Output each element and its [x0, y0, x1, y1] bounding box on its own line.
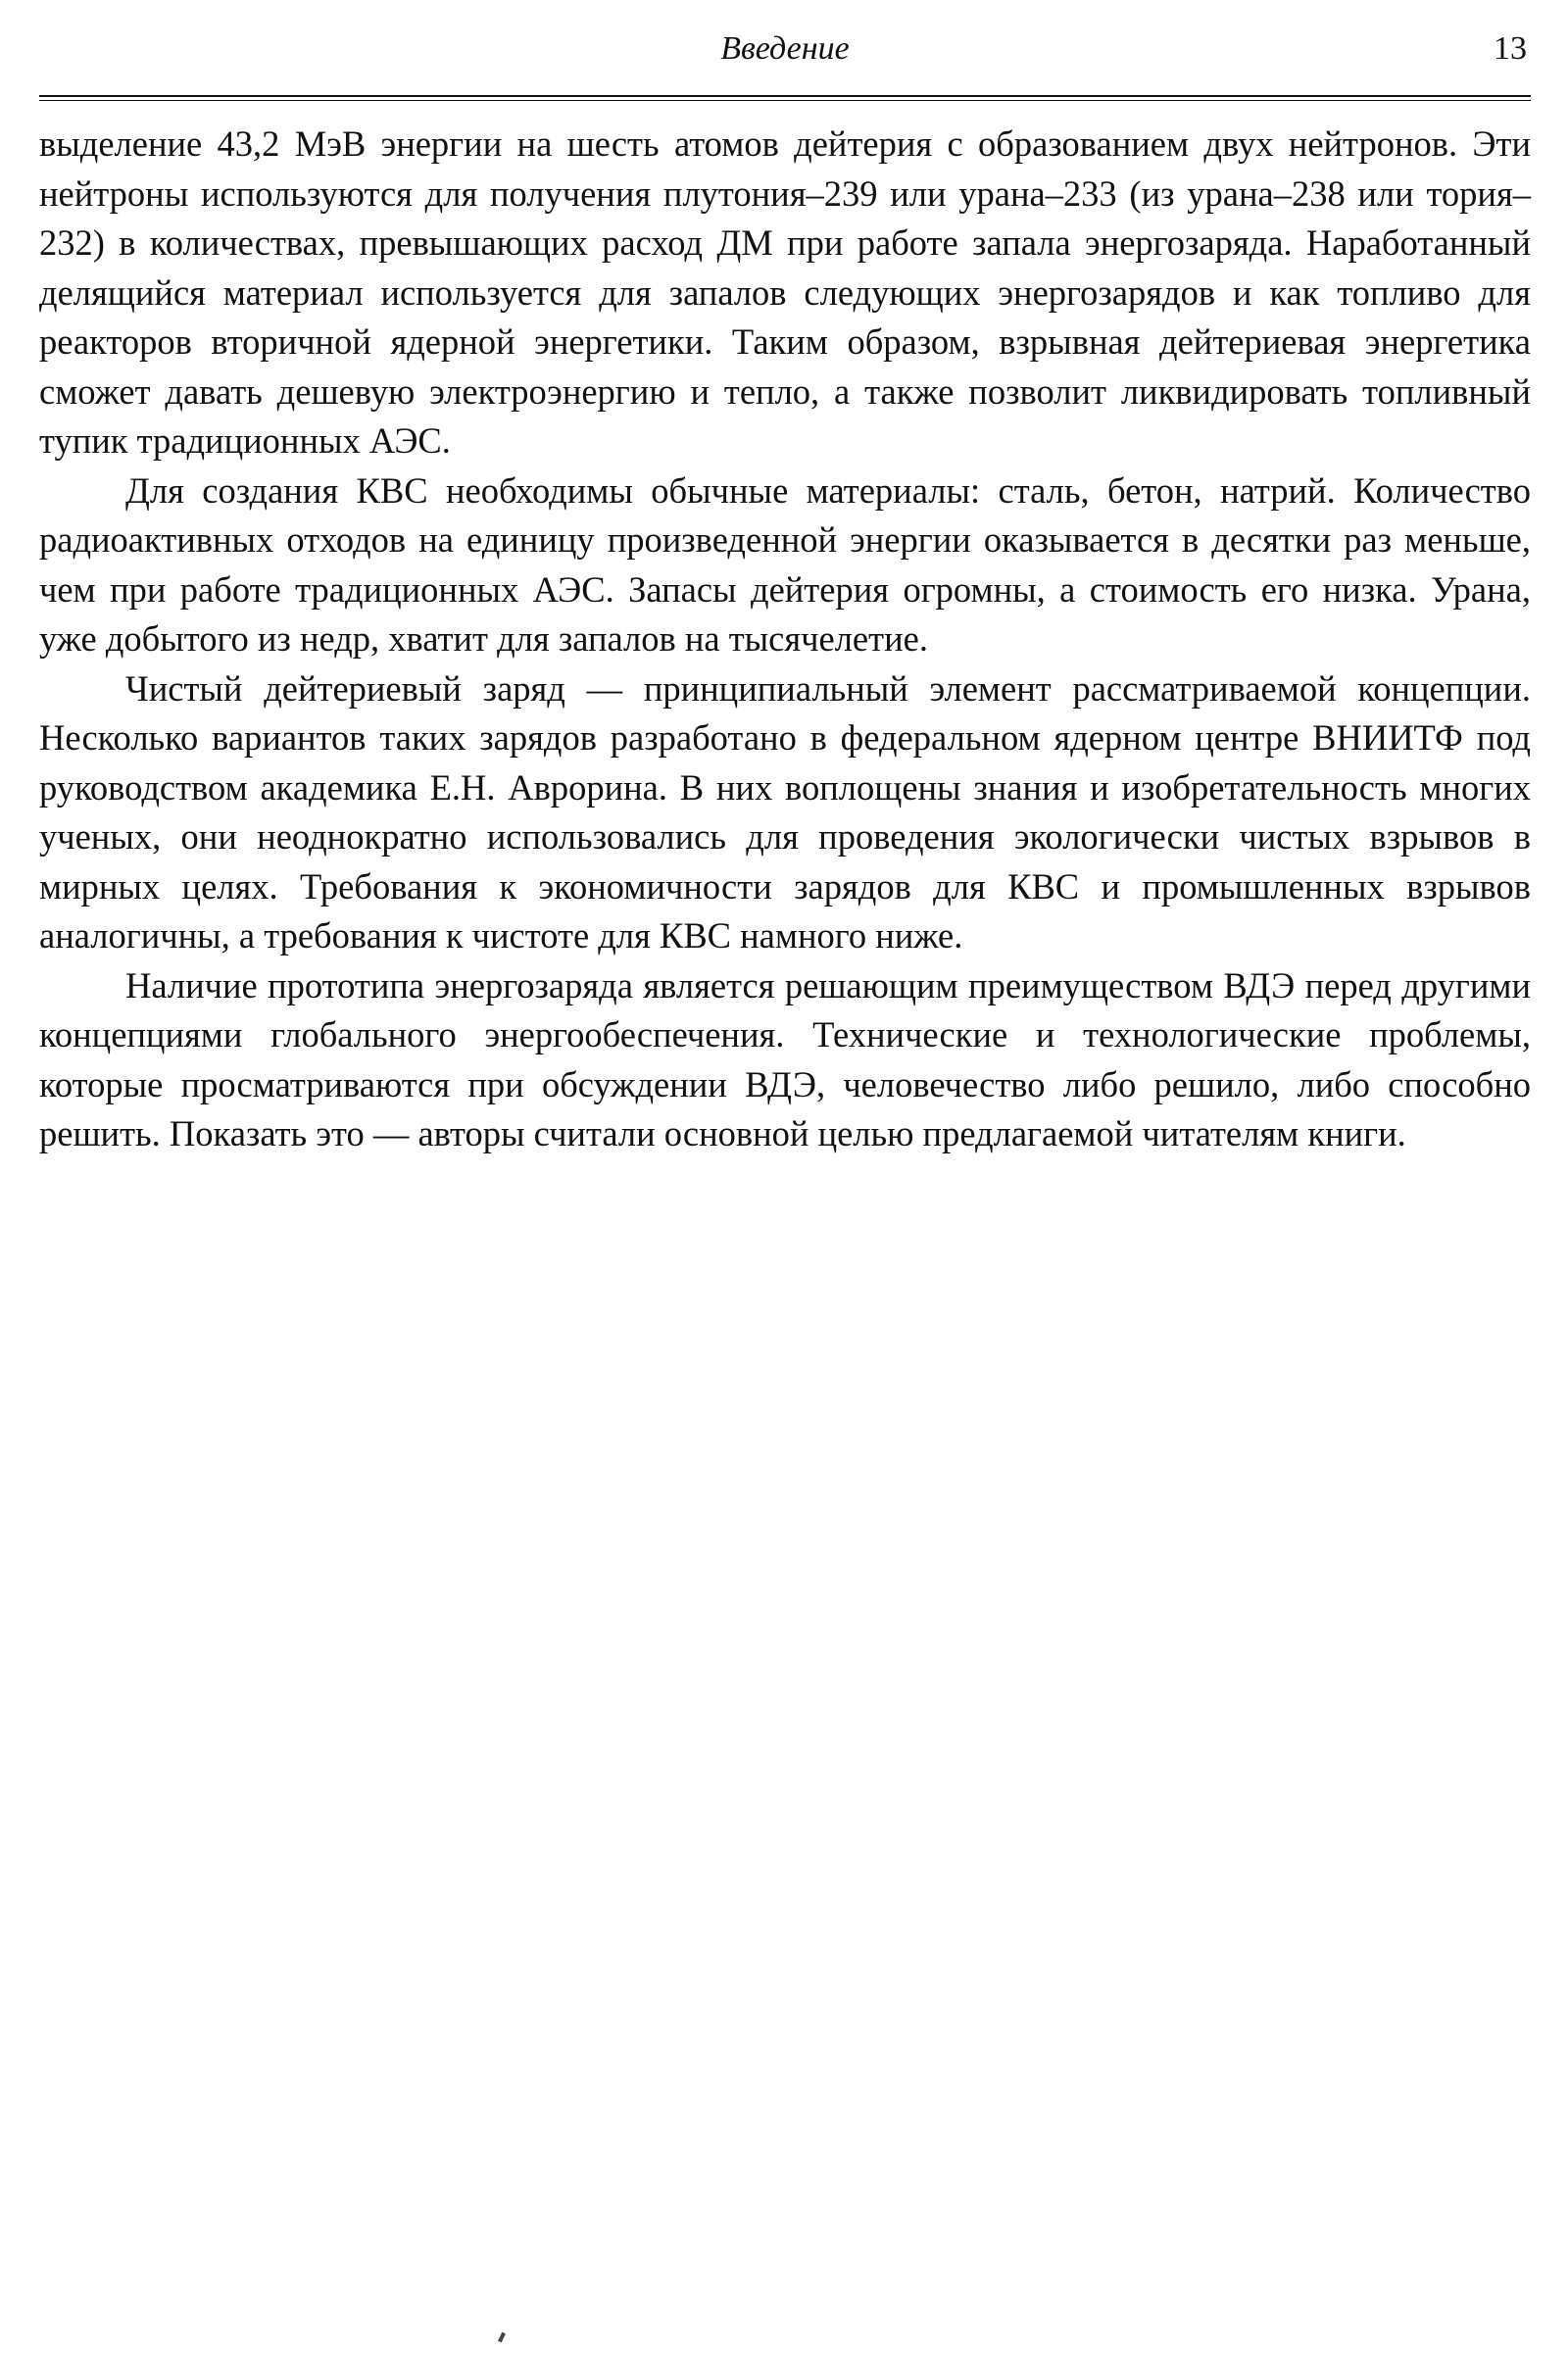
body-text: [39, 120, 1531, 1159]
paragraph-deuterium-charge: Чистый дейтериевый заряд — принципиальный элемент рассматриваемой концепции. Несколько вариантов таких зарядов разработано в федеральном ядерном центре ВНИИТФ под руководством академика Е.Н. Аврорина. В них воплощены знания и изобретательность многих ученых, они неоднократно использовались для проведения экологически чистых взрывов в мирных целях. Требования к экономичности зарядов для КВС и промышленных взрывов аналогичны, а требования к чистоте для КВС намного ниже.: [39, 667, 1531, 956]
page-number: 13: [1494, 30, 1527, 67]
header-rule: [39, 95, 1531, 101]
running-head: [39, 22, 1531, 76]
paragraph-continued: выделение 43,2 МэВ энергии на шесть атомов дейтерия с образованием двух нейтронов. Эти нейтроны используются для получения плутония–239 или урана–233 (из урана–238 или тория–232) в количествах, превышающих расход ДМ при работе запала энергозаряда. Наработанный делящийся материал используется для запалов следующих энергозарядов и как топливо для реакторов вторичной ядерной энергетики. Таким образом, взрывная дейтериевая энергетика сможет давать дешевую электроэнергию и тепло, а также позволит ликвидировать топливный тупик традиционных АЭС.: [39, 123, 1531, 461]
book-page: [39, 0, 1531, 2353]
paragraph-kvs-materials: Для создания КВС необходимы обычные материалы: сталь, бетон, натрий. Количество радиоактивных отходов на единицу произведенной энергии оказывается в десятки раз меньше, чем при работе традиционных АЭС. Запасы дейтерия огромны, а стоимость его низка. Урана, уже добытого из недр, хватит для запалов на тысячелетие.: [39, 469, 1531, 659]
running-title: Введение: [720, 30, 850, 67]
paragraph-prototype: Наличие прототипа энергозаряда является решающим преимуществом ВДЭ перед другими концепциями глобального энергообеспечения. Технические и технологические проблемы, которые просматриваются при обсуждении ВДЭ, человечество либо решило, либо способно решить. Показать это — авторы считали основной целью предлагаемой читателям книги.: [39, 964, 1531, 1153]
